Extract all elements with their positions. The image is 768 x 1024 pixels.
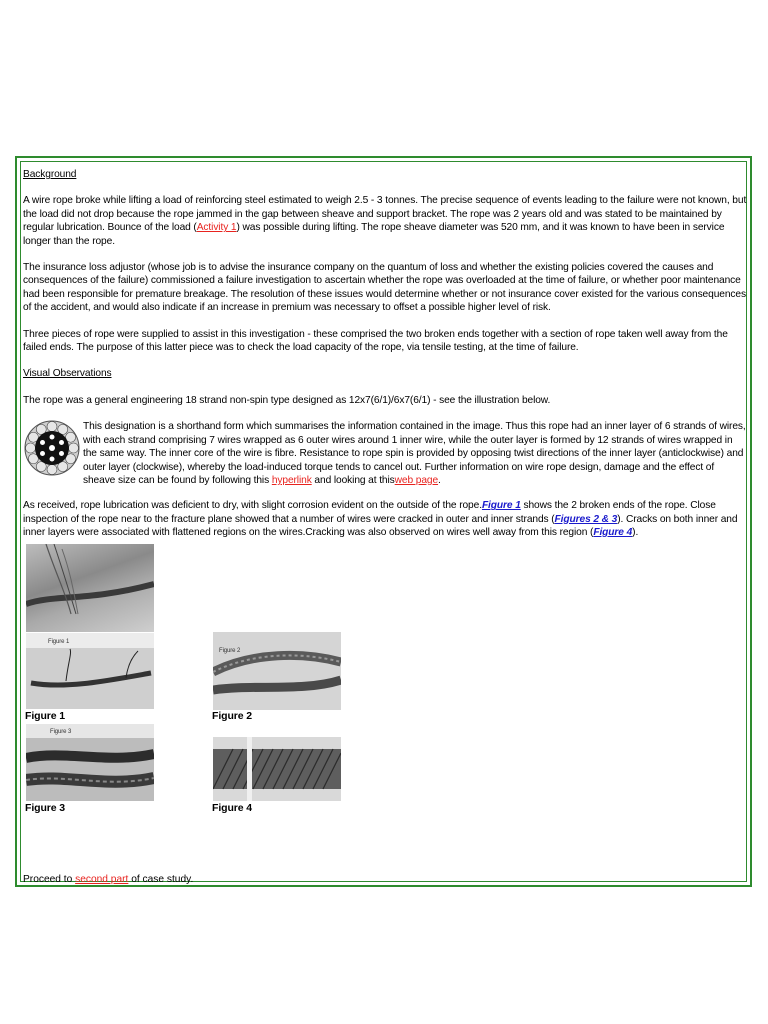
paragraph-6: As received, rope lubrication was deficient to dry, with slight corrosion evident on the outside of the rope.Figure 1 shows the 2 broken ends of the rope. Close inspection of the rope near to the fracture plane showed that a number of wires were cracked in outer and inner strands (Figures 2 & 3). Cracks on both inner and inner layers were associated with flattened regions on the wires.Cracking was also observed on wires well away from this region (Figure 4). (23, 500, 738, 539)
figure-2-photo (213, 632, 341, 710)
paragraph-5: This designation is a shorthand form which summarises the information contained in the image. Thus this rope had an inner layer of 6 strands of wires, with each strand comprising 7 wires wrapped as 6 outer wires around 1 inner wire, while the outer layer is formed by 12 strands of wires wrapped in the same way. The inner core of the wire is fibre. Resistance to rope spin is provided by opposing twist directions of the inner layer (anticlockwise) and outer layer (clockwise), whereby the load-induced torque tends to cancel out. Further information on wire rope design, damage and the effect of sheave size can be found by following this hyperlink and looking at thisweb page. (23, 420, 747, 487)
document-body (23, 168, 747, 831)
content-inner-border (20, 161, 747, 885)
figure-4-reference[interactable]: Figure 4 (593, 527, 633, 539)
background-heading: Background (23, 169, 77, 180)
svg-text:Figure 1: Figure 1 (48, 638, 70, 645)
figure-1-photo-bottom (26, 633, 154, 709)
figure-1-photo-top (26, 544, 154, 632)
figure-3-photo (26, 724, 154, 801)
paragraph-2: The insurance loss adjustor (whose job is to advise the insurance company on the quantum of loss and whether the existing policies covered the causes and consequences of the failure) commissioned a failure investigation to ascertain whether the rope was overloaded at the time of failure, or whether poor maintenance had been responsible for premature breakage. The resolution of these issues would determine whether or not insurance cover existed for the various consequences of the accident, and would also indicate if an increase in premium was necessary to offset a possible higher level of risk. (23, 262, 746, 314)
figure-gallery (23, 544, 747, 831)
paragraph-3: Three pieces of rope were supplied to assist in this investigation - these comprised the two broken ends together with a section of rope taken well away from the failed ends. The purpose of this latter piece was to check the load capacity of the rope, via tensile testing, at the time of failure. (23, 328, 728, 354)
svg-text:Figure 3: Figure 3 (50, 728, 72, 735)
proceed-line: Proceed to second part of case study. (23, 874, 194, 885)
svg-text:Figure 2: Figure 2 (219, 647, 241, 654)
figure-1-caption: Figure 1 (25, 709, 66, 722)
paragraph-4: The rope was a general engineering 18 strand non-spin type designed as 12x7(6/1)/6x7(6/1) - see the illustration below. (23, 394, 551, 406)
activity-1-link[interactable]: Activity 1 (196, 222, 237, 234)
hyperlink-link[interactable]: hyperlink (271, 474, 312, 486)
figure-1-reference[interactable]: Figure 1 (481, 500, 521, 512)
visual-observations-heading: Visual Observations (23, 368, 112, 380)
figure-4-caption: Figure 4 (212, 801, 253, 814)
second-part-link[interactable]: second part (75, 874, 129, 885)
content-frame (15, 156, 752, 887)
web-page-link[interactable]: web page (394, 474, 439, 486)
figure-2-caption: Figure 2 (212, 709, 253, 722)
figures-2-3-reference[interactable]: Figures 2 & 3 (554, 513, 618, 525)
paragraph-1: A wire rope broke while lifting a load of reinforcing steel estimated to weigh 2.5 - 3 tonnes. The precise sequence of events leading to the failure were not known, but the load did not drop because the rope jammed in the gap between sheave and support bracket. The rope was 2 years old and was stated to be maintained by regular lubrication. Bounce of the load (Activity 1) was possible during lifting. The rope sheave diameter was 520 mm, and it was known to have been in service longer than the rope. (23, 195, 747, 247)
figure-4-photo (213, 737, 341, 801)
rope-cross-section-icon (23, 420, 81, 476)
figure-3-caption: Figure 3 (25, 801, 66, 814)
